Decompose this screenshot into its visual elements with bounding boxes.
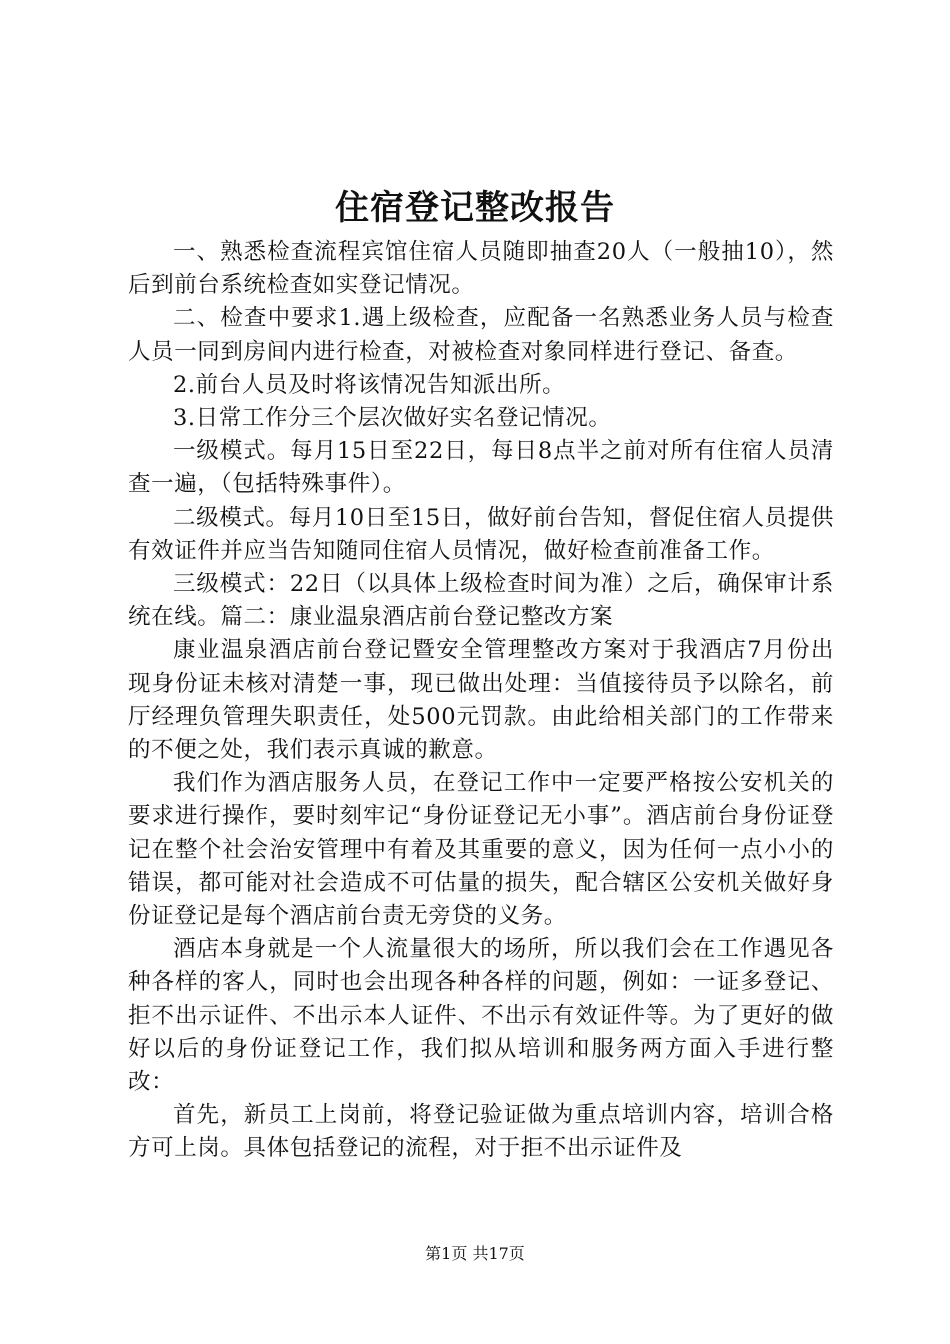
paragraph-8: 康业温泉酒店前台登记暨安全管理整改方案对于我酒店7月份出现身份证未核对清楚一事，现已做出处理：当值接待员予以除名，前厅经理负管理失职责任，处500元罚款。由此给相关部门的工作带来的不便之处，我们表示真诚的歉意。: [128, 637, 834, 764]
paragraph-10: 酒店本身就是一个人流量很大的场所，所以我们会在工作遇见各种各样的客人，同时也会出现各种各样的问题，例如：一证多登记、拒不出示证件、不出示本人证件、不出示有效证件等。为了更好的做好以后的身份证登记工作，我们拟从培训和服务两方面入手进行整改：: [128, 936, 834, 1096]
paragraph-1: 一、熟悉检查流程宾馆住宿人员随即抽查20人（一般抽10），然后到前台系统检查如实登记情况。: [128, 239, 834, 299]
paragraph-7: 三级模式：22日（以具体上级检查时间为准）之后，确保审计系统在线。篇二：康业温泉酒店前台登记整改方案: [128, 571, 834, 631]
document-title: 住宿登记整改报告: [335, 188, 615, 228]
page-footer: 第1页 共17页: [425, 1244, 525, 1263]
paragraph-5: 一级模式。每月15日至22日，每日8点半之前对所有住宿人员清查一遍，（包括特殊事件）。: [128, 438, 834, 498]
paragraph-9: 我们作为酒店服务人员，在登记工作中一定要严格按公安机关的要求进行操作，要时刻牢记“身份证登记无小事”。酒店前台身份证登记在整个社会治安管理中有着及其重要的意义，因为任何一点小小的错误，都可能对社会造成不可估量的损失，配合辖区公安机关做好身份证登记是每个酒店前台责无旁贷的义务。: [128, 770, 834, 930]
paragraph-2: 二、检查中要求1.遇上级检查，应配备一名熟悉业务人员与检查人员一同到房间内进行检查，对被检查对象同样进行登记、备查。: [128, 305, 834, 365]
paragraph-3: 2.前台人员及时将该情况告知派出所。: [173, 371, 566, 398]
document-body: [128, 236, 834, 1166]
paragraph-6: 二级模式。每月10日至15日，做好前台告知，督促住宿人员提供有效证件并应当告知随同住宿人员情况，做好检查前准备工作。: [128, 504, 834, 564]
paragraph-4: 3.日常工作分三个层次做好实名登记情况。: [173, 405, 612, 432]
paragraph-11: 首先，新员工上岗前，将登记验证做为重点培训内容，培训合格方可上岗。具体包括登记的流程，对于拒不出示证件及: [128, 1102, 834, 1162]
